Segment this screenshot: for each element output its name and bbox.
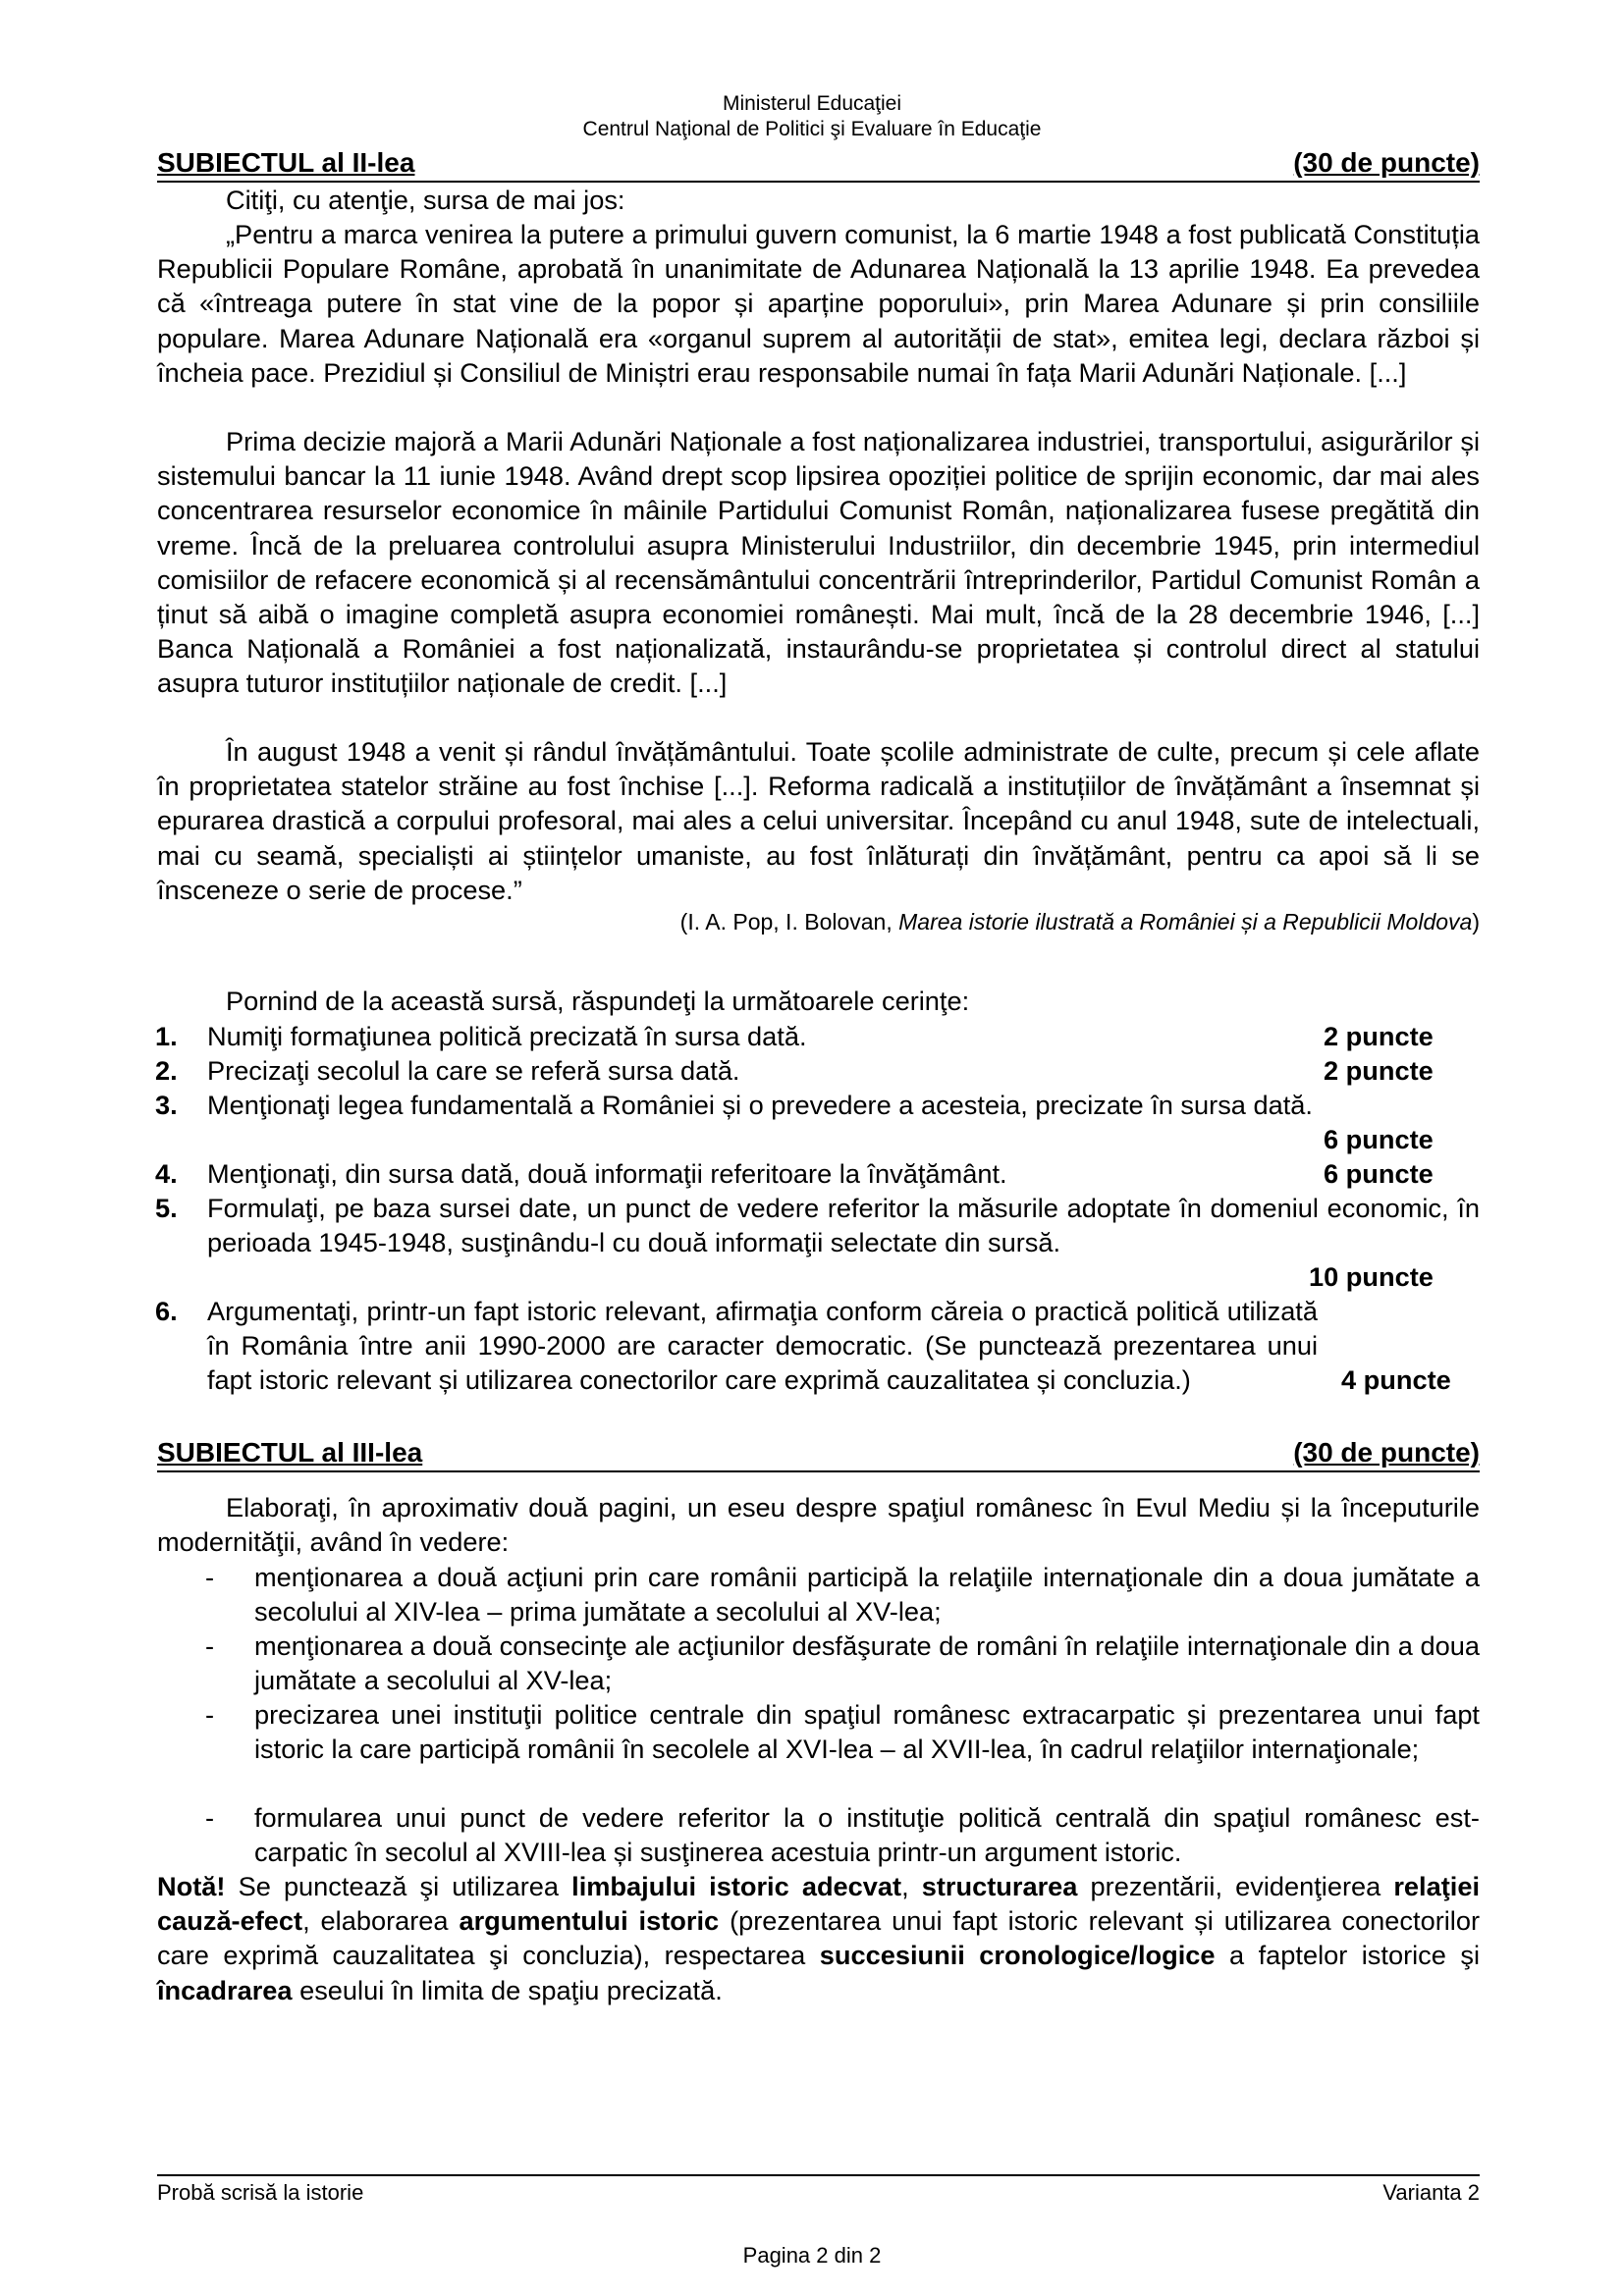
question-text: Formulaţi, pe baza sursei date, un punct de vedere referitor la măsurile adoptate în domeniul economic, în perioada 1945-1948, susţinându-l cu două informaţii selectate din sursă. [207, 1193, 1480, 1258]
question-text: Menţionaţi legea fundamentală a României și o prevedere a acesteia, precizate în sursa dată. [207, 1090, 1313, 1120]
essay-requirement-2 [157, 1629, 1480, 1697]
subject3-heading [157, 1433, 1480, 1472]
question-number: 3. [155, 1090, 178, 1120]
requirement-text: menţionarea a două consecinţe ale acţiunilor desfăşurate de români în relaţiile internaţionale din a doua jumătate a secolului al XV-lea; [254, 1630, 1480, 1696]
question-points: 6 puncte [1324, 1124, 1434, 1154]
question-number: 2. [155, 1055, 178, 1086]
subject2-title: SUBIECTUL al II-lea [157, 147, 415, 178]
question-6 [155, 1294, 1480, 1397]
ministry-name: Ministerul Educaţiei [722, 92, 902, 115]
question-2 [155, 1053, 1480, 1088]
citation-authors: (I. A. Pop, I. Bolovan, [679, 909, 899, 934]
question-number: 1. [155, 1021, 178, 1051]
dash-bullet: - [205, 1699, 215, 1730]
subject2-heading [157, 143, 1480, 183]
question-text: Precizaţi secolul la care se referă sursa dată. [207, 1055, 740, 1086]
page-number: Pagina 2 din 2 [742, 2243, 882, 2268]
subject3-intro: Elaboraţi, în aproximativ două pagini, un eseu despre spaţiul românesc în Evul Mediu și la începuturile modernităţii, având în vedere: [157, 1492, 1480, 1558]
citation-close: ) [1472, 909, 1480, 934]
footer-exam-name: Probă scrisă la istorie [157, 2180, 364, 2205]
question-number: 5. [155, 1193, 178, 1223]
question-number: 6. [155, 1296, 178, 1326]
center-name: Centrul Naţional de Politici şi Evaluare în Educaţie [582, 118, 1042, 140]
source-paragraph-3: În august 1948 a venit și rândul învățământului. Toate școlile administrate de culte, precum și cele aflate în proprietatea statelor străine au fost închise [...]. Reforma radicală a instituțiilor de învățământ a însemnat și epurarea drastică a corpului profesoral, mai ales a celui universitar. Începând cu anul 1948, sute de intelectuali, mai cu seamă, specialiști ai științelor umaniste, au fost înlăturați din învățământ, pentru ca apoi să li se însceneze o serie de procese.” [157, 736, 1480, 905]
citation-title: Marea istorie ilustrată a României și a Republicii Moldova [898, 909, 1473, 934]
question-points: 6 puncte [1324, 1158, 1434, 1189]
question-text: Numiţi formaţiunea politică precizată în sursa dată. [207, 1021, 807, 1051]
requirement-text: menţionarea a două acţiuni prin care românii participă la relaţiile internaţionale din a doua jumătate a secolului al XIV-lea – prima jumătate a secolului al XV-lea; [254, 1562, 1480, 1628]
subject2-intro: Citiţi, cu atenţie, sursa de mai jos: [226, 185, 625, 215]
subject3-title: SUBIECTUL al III-lea [157, 1437, 423, 1468]
question-5 [155, 1191, 1480, 1294]
question-number: 4. [155, 1158, 178, 1189]
dash-bullet: - [205, 1802, 215, 1833]
question-4 [155, 1156, 1480, 1191]
question-1 [155, 1019, 1480, 1053]
source-paragraph-1: „Pentru a marca venirea la putere a primului guvern comunist, la 6 martie 1948 a fost publicată Constituția Republicii Populare Române, aprobată în unanimitate de Adunarea Națională la 13 aprilie 1948. Ea prevedea că «întreaga putere în stat vine de la popor și aparține poporului», prin Marea Adunare și prin consiliile populare. Marea Adunare Națională era «organul suprem al autorității de stat», emitea legi, declara război și încheia pace. Prezidiul și Consiliul de Miniștri erau responsabile numai în fața Marii Adunări Naționale. [...] [157, 219, 1480, 388]
requirement-text: formularea unui punct de vedere referitor la o instituţie politică centrală din spaţiul românesc est-carpatic în secolul al XVIII-lea și susţinerea acestuia printr-un argument istoric. [254, 1802, 1480, 1868]
essay-requirement-3 [157, 1697, 1480, 1766]
essay-requirement-4 [157, 1800, 1480, 1869]
footer-rule [157, 2174, 1480, 2176]
question-text: Argumentaţi, printr-un fapt istoric relevant, afirmaţia conform căreia o practică politică utilizată în România între anii 1990-2000 are caracter democratic. (Se punctează prezentarea unui fapt istoric relevant și utilizarea conectorilor care exprimă cauzalitatea și concluzia.) [207, 1296, 1318, 1396]
grading-note: Notă! Se punctează şi utilizarea limbajului istoric adecvat, structurarea prezentării, evidenţierea relaţiei cauză-efect, elaborarea argumentului istoric (prezentarea unui fapt istoric relevant și utilizarea conectorilor care exprimă cauzalitatea şi concluzia), respectarea succesiunii cronologice/logice a faptelor istorice şi încadrarea eseului în limita de spaţiu precizată. [157, 1871, 1481, 2005]
subject3-points: (30 de puncte) [1293, 1437, 1480, 1468]
question-text: Menţionaţi, din sursa dată, două informaţii referitoare la învăţământ. [207, 1158, 1007, 1189]
source-paragraph-2: Prima decizie majoră a Marii Adunări Naționale a fost naționalizarea industriei, transportului, asigurărilor și sistemului bancar la 11 iunie 1948. Având drept scop lipsirea opoziției politice de sprijin economic, dar mai ales concentrarea resurselor economice în mâinile Partidului Comunist Român, naționalizarea fusese pregătită din vreme. Încă de la preluarea controlului asupra Ministerului Industriilor, din decembrie 1945, prin intermediul comisiilor de refacere economică și al recensământului concentrării întreprinderilor, Partidul Comunist Român a ținut să aibă o imagine completă asupra economiei românești. Mai mult, încă de la 28 decembrie 1946, [...] Banca Națională a României a fost naționalizată, instaurându-se proprietatea și controlul direct al statului asupra tuturor instituțiilor naționale de credit. [...] [157, 426, 1480, 699]
note-label: Notă! [157, 1871, 226, 1901]
questions-instruction: Pornind de la această sursă, răspundeţi la următoarele cerinţe: [226, 986, 970, 1016]
question-points: 2 puncte [1324, 1021, 1434, 1051]
footer-variant: Varianta 2 [1382, 2180, 1480, 2205]
question-points: 4 puncte [1341, 1364, 1451, 1395]
question-points: 2 puncte [1324, 1055, 1434, 1086]
question-points: 10 puncte [1309, 1261, 1434, 1292]
essay-requirement-1 [157, 1560, 1480, 1629]
subject2-points: (30 de puncte) [1293, 147, 1480, 178]
question-3 [155, 1088, 1480, 1156]
source-citation [157, 908, 1480, 935]
dash-bullet: - [205, 1562, 215, 1592]
dash-bullet: - [205, 1630, 215, 1661]
requirement-text: precizarea unei instituţii politice centrale din spaţiul românesc extracarpatic și prezentarea unui fapt istoric la care participă românii în secolele al XVI-lea – al XVII-lea, în cadrul relaţiilor internaţionale; [254, 1699, 1480, 1765]
